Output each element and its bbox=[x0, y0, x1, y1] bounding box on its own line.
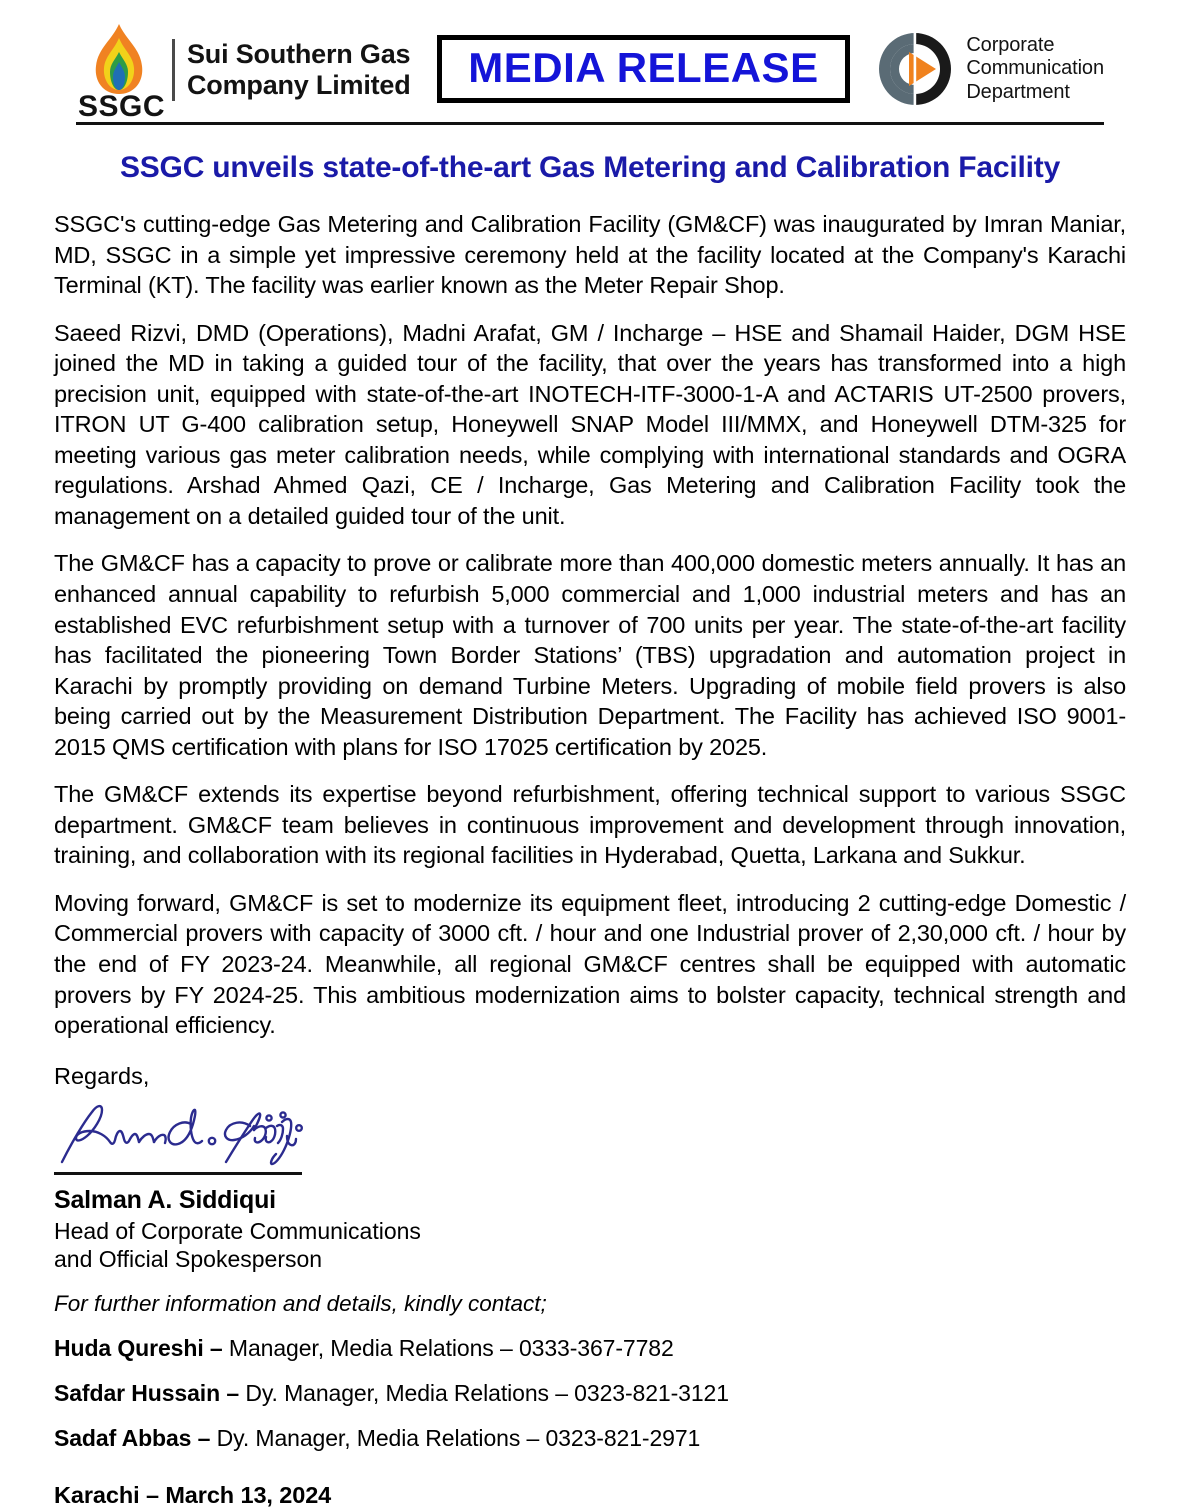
ssgc-brand-lockup bbox=[76, 20, 411, 124]
signatory-role bbox=[54, 1217, 1126, 1273]
document-header bbox=[48, 0, 1132, 123]
contact-name: Safdar Hussain – bbox=[54, 1379, 240, 1406]
page-title: SSGC unveils state-of-the-art Gas Metering and Calibration Facility bbox=[119, 151, 1061, 184]
body-paragraph-2: Saeed Rizvi, DMD (Operations), Madni Arafat, GM / Incharge – HSE and Shamail Haider, DGM HSE joined the MD in taking a guided tour of the facility, that over the years has transformed into a high precision unit, equipped with state-of-the-art INOTECH-ITF-3000-1-A and ACTARIS UT-2500 provers, ITRON UT G-400 calibration setup, Honeywell SNAP Model III/MMX, and Honeywell DTM-325 for meeting various gas meter calibration needs, while complying with international standards and OGRA regulations. Arshad Ahmed Qazi, CE / Incharge, Gas Metering and Calibration Facility took the management on a detailed guided tour of the unit. bbox=[54, 319, 1126, 529]
handwritten-signature-icon bbox=[54, 1096, 314, 1170]
corporate-communication-lockup bbox=[876, 30, 1104, 114]
body-paragraph-3: The GM&CF has a capacity to prove or calibrate more than 400,000 domestic meters annually. It has an enhanced annual capability to refurbish 5,000 commercial and 1,000 industrial meters and has an established EVC refurbishment setup with a turnover of 700 units per year. The state-of-the-art facility has facilitated the pioneering Town Border Stations’ (TBS) upgradation and automation project in Karachi by promptly providing on demand Turbine Meters. Upgrading of mobile field provers is also being carried out by the Measurement Distribution Department. The Facility has achieved ISO 9001-2015 QMS certification with plans for ISO 17025 certification by 2025. bbox=[54, 550, 1126, 760]
contact-details: Dy. Manager, Media Relations – 0323-821-2971 bbox=[210, 1424, 701, 1451]
ssgc-logo bbox=[76, 20, 166, 124]
contact-details: Manager, Media Relations – 0333-367-7782 bbox=[222, 1334, 674, 1361]
department-line-2: Communication bbox=[966, 57, 1104, 80]
contact-intro-text: For further information and details, kindly contact; bbox=[54, 1290, 547, 1316]
contact-row bbox=[54, 1335, 1126, 1362]
dateline: Karachi – March 13, 2024 bbox=[54, 1481, 332, 1508]
department-line-1: Corporate bbox=[966, 33, 1055, 56]
contact-row bbox=[54, 1425, 1126, 1452]
signature-image bbox=[54, 1096, 314, 1170]
signatory-role-line-2: and Official Spokesperson bbox=[54, 1245, 323, 1272]
brand-divider bbox=[172, 39, 175, 101]
regards-text: Regards, bbox=[54, 1062, 150, 1089]
body-paragraph-5: Moving forward, GM&CF is set to modernize its equipment fleet, introducing 2 cutting-edge Domestic / Commercial provers with capacity of 3000 cft. / hour and one Industrial prover of 2,30,000 cft. / hour by the end of FY 2023-24. Meanwhile, all regional GM&CF centres shall be equipped with automatic provers by FY 2024-25. This ambitious modernization aims to bolster capacity, technical strength and operational efficiency. bbox=[54, 889, 1126, 1039]
document-body bbox=[48, 151, 1132, 1509]
media-release-label: MEDIA RELEASE bbox=[468, 44, 819, 91]
contact-name: Sadaf Abbas – bbox=[54, 1424, 211, 1451]
contact-details: Dy. Manager, Media Relations – 0323-821-3121 bbox=[239, 1379, 729, 1406]
media-release-badge bbox=[437, 35, 849, 103]
company-name-line-2: Company Limited bbox=[187, 70, 411, 100]
body-paragraph-1: SSGC's cutting-edge Gas Metering and Calibration Facility (GM&CF) was inaugurated by Imran Maniar, MD, SSGC in a simple yet impressive ceremony held at the facility located at the Company's Karachi Terminal (KT). The facility was earlier known as the Meter Repair Shop. bbox=[54, 211, 1126, 299]
department-name bbox=[966, 34, 1104, 105]
signature-rule bbox=[54, 1172, 302, 1175]
signatory-role-line-1: Head of Corporate Communications bbox=[54, 1217, 421, 1244]
company-name-line-1: Sui Southern Gas bbox=[187, 39, 411, 70]
department-line-3: Department bbox=[966, 80, 1070, 103]
company-name bbox=[187, 39, 411, 105]
signatory-name: Salman A. Siddiqui bbox=[54, 1185, 276, 1214]
ssgc-logo-abbr: SSGC bbox=[78, 90, 166, 123]
body-paragraph-4: The GM&CF extends its expertise beyond refurbishment, offering technical support to various SSGC department. GM&CF team believes in continuous improvement and development through innovation, training, and collaboration with its regional facilities in Hyderabad, Quetta, Larkana and Sukkur. bbox=[54, 781, 1126, 869]
corporate-communication-icon bbox=[876, 30, 954, 108]
contact-row bbox=[54, 1380, 1126, 1407]
contact-name: Huda Qureshi – bbox=[54, 1334, 223, 1361]
